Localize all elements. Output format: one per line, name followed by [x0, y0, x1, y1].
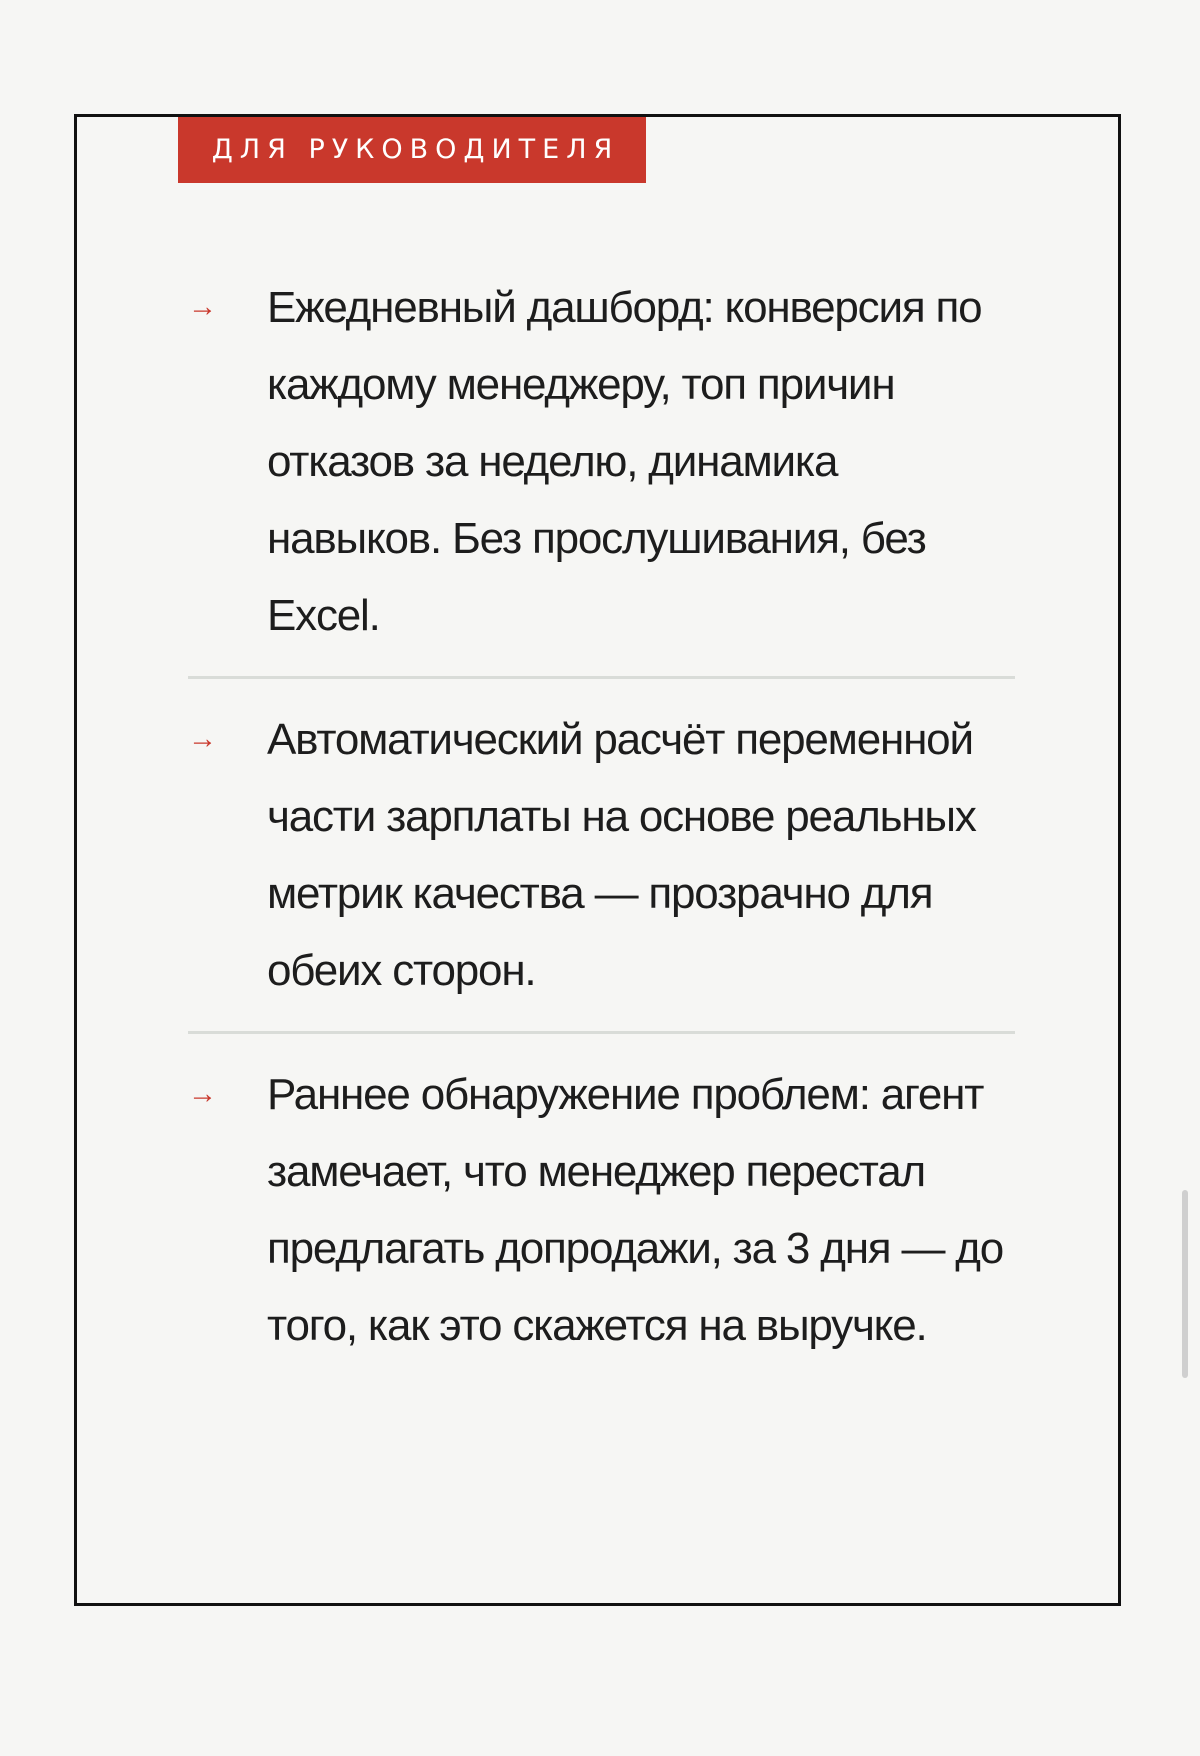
- list-item-text: Раннее обнаружение проблем: агент замечает, что менеджер перестал предлагать допродажи, за 3 дня — до того, как это скажется на выручке.: [267, 1070, 1004, 1350]
- list-item-text: Ежедневный дашборд: конверсия по каждому менеджеру, топ причин отказов за неделю, динамика навыков. Без прослушивания, без Excel.: [267, 283, 982, 640]
- arrow-right-icon: →: [188, 723, 217, 755]
- list-item: [188, 679, 1015, 1034]
- list-item: [188, 269, 1015, 679]
- feature-list: [188, 269, 1015, 1386]
- audience-tag: ДЛЯ РУКОВОДИТЕЛЯ: [178, 117, 646, 183]
- list-item: [188, 1034, 1015, 1386]
- arrow-right-icon: →: [188, 1078, 217, 1110]
- list-item-text: Автоматический расчёт переменной части зарплаты на основе реальных метрик качества — прозрачно для обеих сторон.: [267, 715, 976, 995]
- feature-card: [74, 114, 1121, 1606]
- arrow-right-icon: →: [188, 291, 217, 323]
- scrollbar-thumb[interactable]: [1182, 1190, 1188, 1378]
